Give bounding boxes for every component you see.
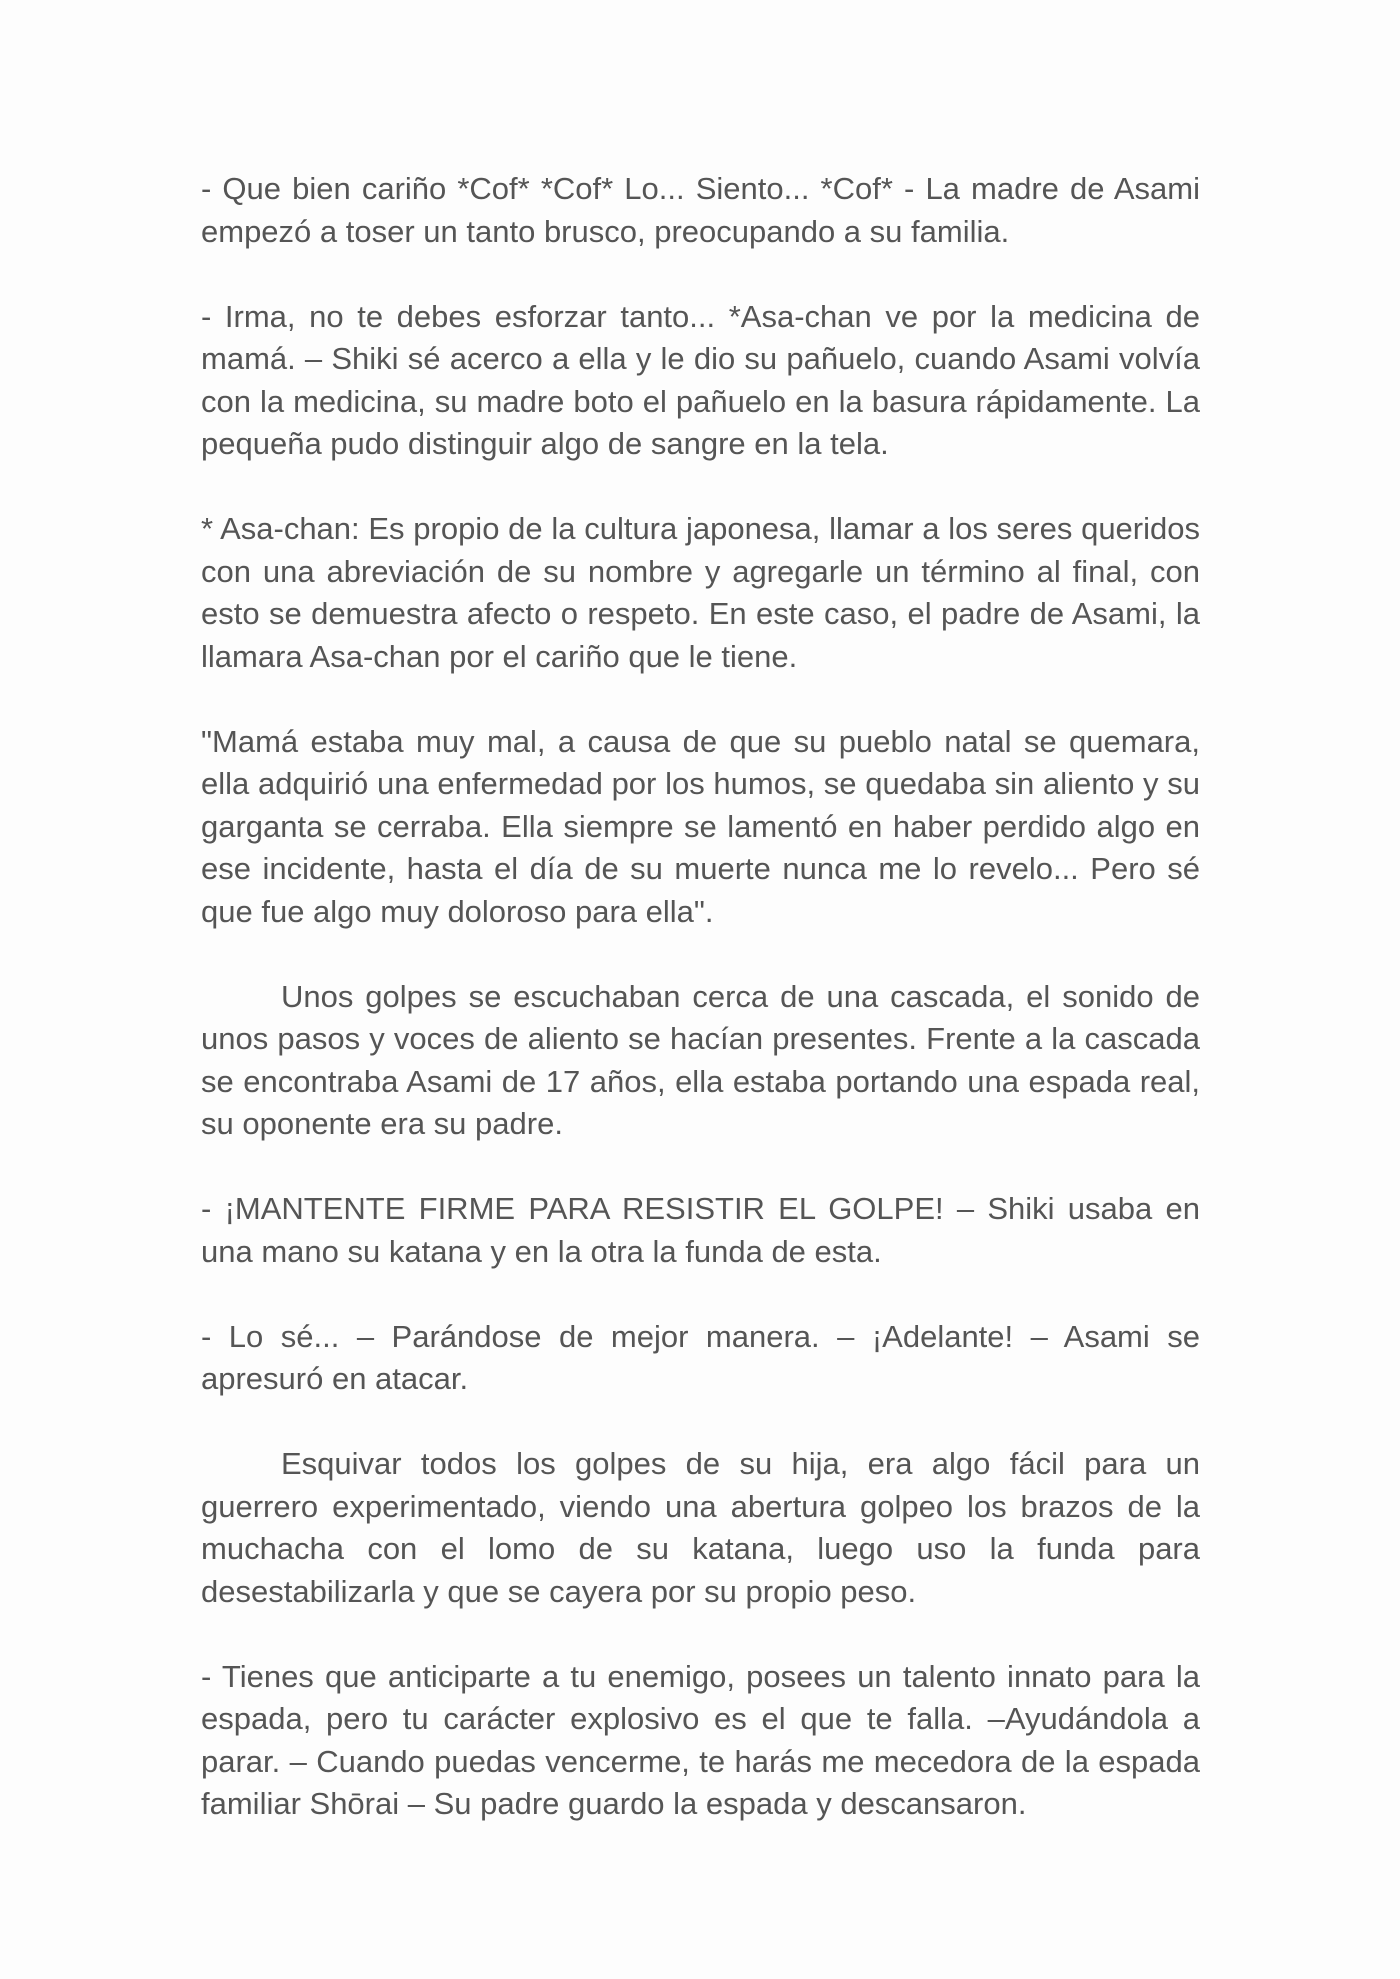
paragraph-dialogue-advice: - Tienes que anticiparte a tu enemigo, posees un talento innato para la espada, pero tu carácter explosivo es el que te falla. –Ayudándola a parar. – Cuando puedas vencerme, te harás me mecedora de la espada familiar Shōrai – Su padre guardo la espada y descansaron. xyxy=(201,1658,1200,1821)
paragraph-narration-waterfall: Unos golpes se escuchaban cerca de una cascada, el sonido de unos pasos y voces de aliento se hacían presentes. Frente a la cascada se encontraba Asami de 17 años, ella estaba portando una espada real, su oponente era su padre. xyxy=(201,978,1200,1141)
paragraph-dialogue-stand-firm: - ¡MANTENTE FIRME PARA RESISTIR EL GOLPE! – Shiki usaba en una mano su katana y en la otra la funda de esta. xyxy=(201,1191,1200,1269)
document-body xyxy=(201,168,1200,1868)
paragraph-narration-dodge: Esquivar todos los golpes de su hija, era algo fácil para un guerrero experimentado, viendo una abertura golpeo los brazos de la muchacha con el lomo de su katana, luego uso la funda para desestabilizarla y que se cayera por su propio peso. xyxy=(201,1446,1200,1609)
paragraph-dialogue-attack: - Lo sé... – Parándose de mejor manera. – ¡Adelante! – Asami se apresuró en atacar. xyxy=(201,1318,1200,1396)
paragraph-dialogue-medicine: - Irma, no te debes esforzar tanto... *Asa-chan ve por la medicina de mamá. – Shiki sé acerco a ella y le dio su pañuelo, cuando Asami volvía con la medicina, su madre boto el pañuelo en la basura rápidamente. La pequeña pudo distinguir algo de sangre en la tela. xyxy=(201,298,1200,461)
paragraph-footnote-asa-chan: * Asa-chan: Es propio de la cultura japonesa, llamar a los seres queridos con una abreviación de su nombre y agregarle un término al final, con esto se demuestra afecto o respeto. En este caso, el padre de Asami, la llamara Asa-chan por el cariño que le tiene. xyxy=(201,511,1200,674)
paragraph-dialogue-cough: - Que bien cariño *Cof* *Cof* Lo... Siento... *Cof* - La madre de Asami empezó a toser un tanto brusco, preocupando a su familia. xyxy=(201,171,1200,249)
paragraph-quote-mother: "Mamá estaba muy mal, a causa de que su pueblo natal se quemara, ella adquirió una enfermedad por los humos, se quedaba sin aliento y su garganta se cerraba. Ella siempre se lamentó en haber perdido algo en ese incidente, hasta el día de su muerte nunca me lo revelo... Pero sé que fue algo muy doloroso para ella". xyxy=(201,723,1200,929)
